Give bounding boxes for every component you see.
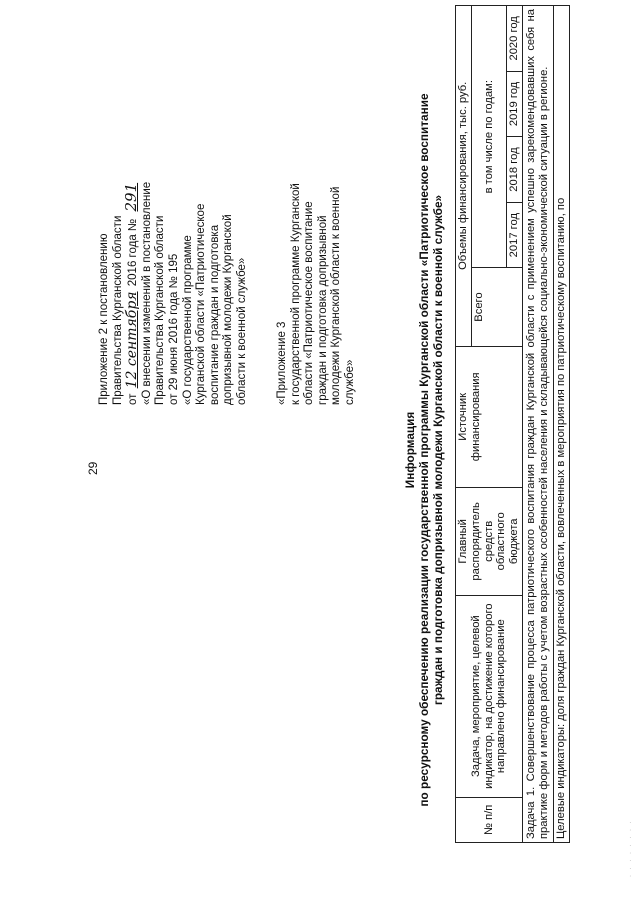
appendix-3-line: граждан и подготовка допризывной bbox=[316, 215, 329, 405]
header-task: Задача, мероприятие, целевой индикатор, на достижение которого направлено финансирование bbox=[456, 595, 523, 797]
appendix-2-line: Правительства Курганской области bbox=[154, 215, 167, 405]
target-indicators-text: Целевые индикаторы: доля граждан Курганской области, вовлеченных в мероприятия по патриотическому воспитанию, по bbox=[553, 6, 569, 843]
financing-table bbox=[455, 5, 570, 843]
page-number: 29 bbox=[86, 461, 100, 475]
appendix-2-line: от 29 июня 2016 года № 195 bbox=[167, 253, 180, 405]
header-volume: Объемы финансирования, тыс. руб. bbox=[456, 6, 472, 347]
appendix-3-line: области «Патриотическое воспитание bbox=[303, 201, 316, 405]
task-1-text: Задача 1. Совершенствование процесса патриотического воспитания граждан Курганской области с применением успешно зарекомендовавших себя на практике форм и методов работы с учетом возрастных особенностей населения и складывающейся социально-экономической ситуации в регионе. bbox=[522, 6, 553, 843]
appendix-2-header bbox=[98, 15, 250, 405]
appendix-2-line: допризывной молодежи Курганской bbox=[222, 214, 235, 405]
appendix-2-date-line bbox=[122, 15, 141, 405]
header-year: 2019 год bbox=[507, 71, 523, 137]
appendix-2-line: «О государственной программе bbox=[181, 235, 194, 405]
header-manager: Главный распорядитель средств областного бюджета bbox=[456, 487, 523, 595]
header-year: 2020 год bbox=[507, 6, 523, 72]
appendix-3-line: молодежи Курганской области к военной bbox=[330, 186, 343, 405]
header-total: Всего bbox=[471, 268, 522, 346]
title-line: граждан и подготовка допризывной молодежи Курганской области к военной службе» bbox=[431, 194, 445, 706]
appendix-2-line: области к военной службе» bbox=[235, 257, 248, 405]
date-year: 2016 года № bbox=[127, 218, 140, 287]
document-title bbox=[403, 25, 445, 875]
appendix-2-line: воспитание граждан и подготовка bbox=[208, 224, 221, 405]
table-row bbox=[553, 6, 569, 843]
title-line: по ресурсному обеспечению реализации государственной программы Курганской области «Патриотическое воспитание bbox=[417, 93, 431, 807]
appendix-3-line: службе» bbox=[343, 359, 356, 405]
header-number: № п/п bbox=[456, 797, 523, 842]
appendix-2-line: Правительства Курганской области bbox=[111, 215, 124, 405]
scan-marks: · · · · · · · · bbox=[628, 819, 634, 877]
header-year: 2017 год bbox=[507, 202, 523, 268]
table-row bbox=[522, 6, 553, 843]
header-year: 2018 год bbox=[507, 137, 523, 203]
appendix-2-line: Курганской области «Патриотическое bbox=[195, 203, 208, 405]
title-heading: Информация bbox=[403, 411, 417, 489]
appendix-2-line: Приложение 2 к постановлению bbox=[98, 233, 110, 405]
header-source: Источник финансирования bbox=[456, 346, 523, 487]
handwritten-date: 12 сентября bbox=[124, 291, 141, 389]
handwritten-number: 291 bbox=[122, 182, 141, 212]
appendix-3-line: «Приложение 3 bbox=[276, 321, 288, 405]
table-header-row bbox=[456, 6, 472, 843]
date-prefix: от bbox=[127, 393, 140, 405]
header-by-years: в том числе по годам: bbox=[471, 6, 506, 268]
appendix-3-line: к государственной программе Курганской bbox=[289, 183, 302, 405]
appendix-2-line: «О внесении изменений в постановление bbox=[140, 181, 153, 405]
appendix-3-header bbox=[276, 105, 358, 405]
